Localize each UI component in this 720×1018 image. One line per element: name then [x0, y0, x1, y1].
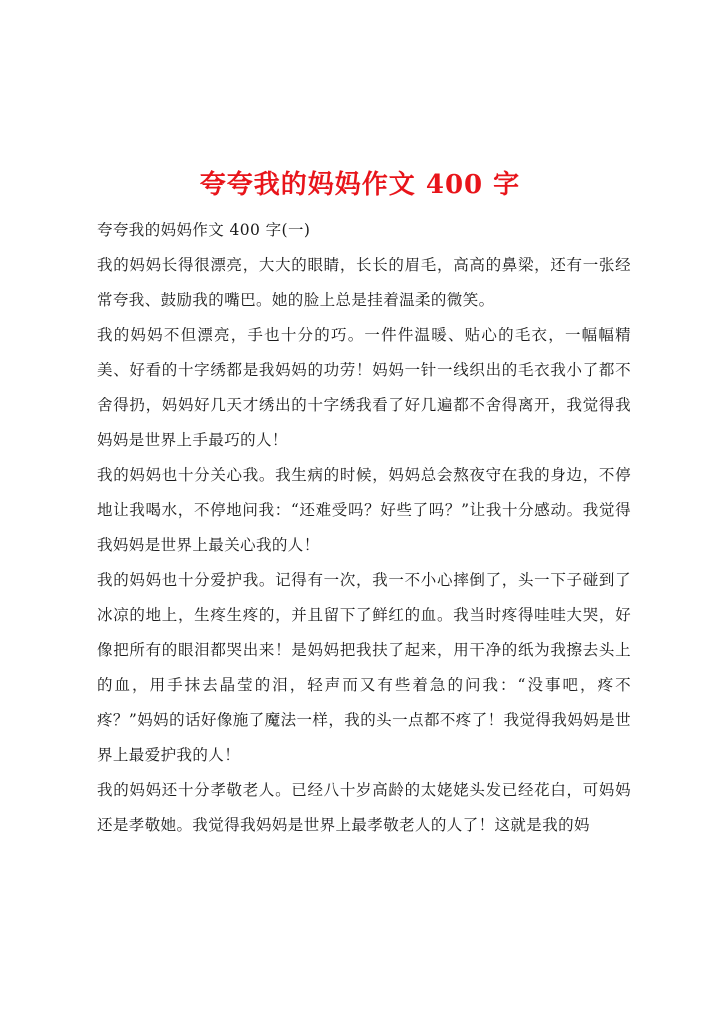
article-subtitle: 夸夸我的妈妈作文 400 字(一): [97, 221, 311, 239]
page-title: 夸夸我的妈妈作文 400 字: [199, 170, 521, 201]
paragraph-appearance: 我的妈妈长得很漂亮，大大的眼睛，长长的眉毛，高高的鼻梁，还有一张经常夸我、鼓励我的嘴巴。她的脸上总是挂着温柔的微笑。: [97, 256, 631, 309]
paragraph-skillful-hands: 我的妈妈不但漂亮，手也十分的巧。一件件温暖、贴心的毛衣，一幅幅精美、好看的十字绣都是我妈妈的功劳！妈妈一针一线织出的毛衣我小了都不舍得扔，妈妈好几天才绣出的十字绣我看了好几遍都不舍得离开，我觉得我妈妈是世界上手最巧的人！: [97, 326, 631, 449]
paragraph-protective: 我的妈妈也十分爱护我。记得有一次，我一不小心摔倒了，头一下子碰到了冰凉的地上，生疼生疼的，并且留下了鲜红的血。我当时疼得哇哇大哭，好像把所有的眼泪都哭出来！是妈妈把我扶了起来，用干净的纸为我擦去头上的血，用手抹去晶莹的泪，轻声而又有些着急的问我：“没事吧，疼不疼？”妈妈的话好像施了魔法一样，我的头一点都不疼了！我觉得我妈妈是世界上最爱护我的人！: [97, 571, 631, 764]
paragraph-filial: 我的妈妈还十分孝敬老人。已经八十岁高龄的太姥姥头发已经花白，可妈妈还是孝敬她。我觉得我妈妈是世界上最孝敬老人的人了！这就是我的妈: [97, 781, 631, 834]
paragraph-caring: 我的妈妈也十分关心我。我生病的时候，妈妈总会熬夜守在我的身边，不停地让我喝水，不停地问我：“还难受吗？好些了吗？”让我十分感动。我觉得我妈妈是世界上最关心我的人！: [97, 466, 631, 554]
article-body: [97, 213, 631, 843]
